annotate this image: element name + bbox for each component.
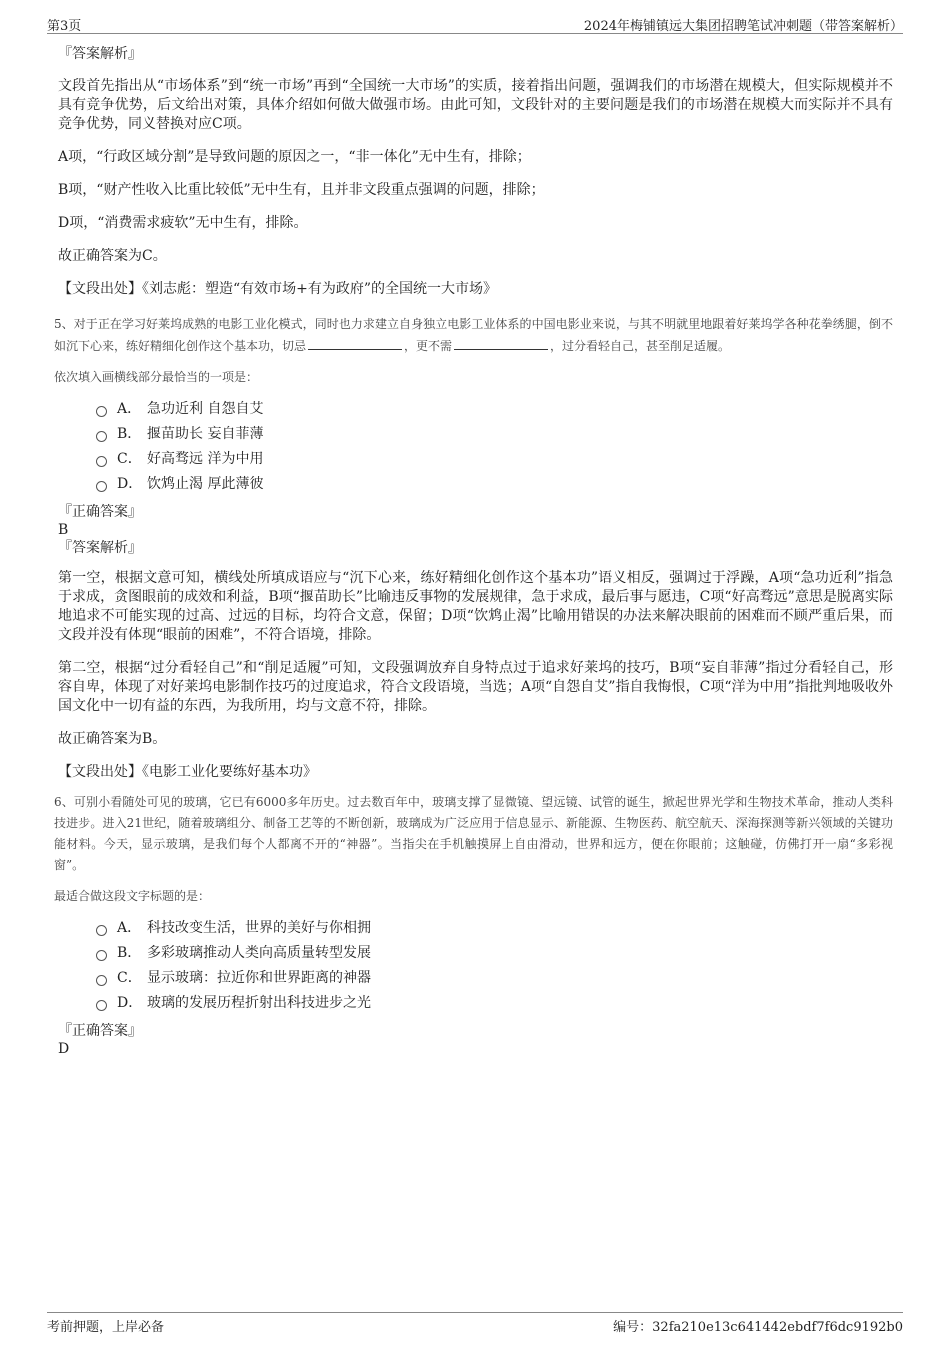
option-b[interactable]: B． 多彩玻璃推动人类向高质量转型发展 [96, 941, 893, 966]
page-number: 第3页 [47, 19, 82, 34]
option-d[interactable]: D． 饮鸩止渴 厚此薄彼 [96, 472, 893, 497]
radio-icon[interactable] [96, 1000, 107, 1011]
analysis-label: 『答案解析』 [58, 540, 142, 556]
analysis-paragraph: 第一空，根据文意可知，横线处所填成语应与“沉下心来，练好精细化创作这个基本功”语义相反，强调过于浮躁，A项“急功近利”指急于求成，贪图眼前的成效和利益，B项“揠苗助长”比喻违反事物的发展规律，急于求成，最后事与愿违，C项“好高骛远”意思是脱离实际地追求不可能实现的过高、过远的目标，均符合文意，保留；D项“饮鸩止渴”比喻用错误的办法来解决眼前的困难而不顾严重后果，而文段并没有体现“眼前的困难”，不符合语境，排除。 [58, 570, 893, 643]
question-6-options [58, 916, 893, 1016]
fill-blank-2 [454, 337, 548, 350]
question-5-text: 5、对于正在学习好莱坞成熟的电影工业化模式，同时也力求建立自身独立电影工业体系的中国电影业来说，与其不明就里地跟着好莱坞学各种花拳绣腿，倒不如沉下心来，练好精细化创作这个基本功，切忌 ，更不需 ，过分看轻自己，甚至削足适履。 [54, 317, 893, 353]
radio-icon[interactable] [96, 925, 107, 936]
page-header [47, 13, 903, 34]
radio-icon[interactable] [96, 406, 107, 417]
answer-conclusion: 故正确答案为C。 [58, 248, 167, 264]
analysis-label: 『答案解析』 [58, 46, 142, 62]
radio-icon[interactable] [96, 431, 107, 442]
analysis-paragraph: A项，“行政区域分割”是导致问题的原因之一，“非一体化”无中生有，排除； [58, 149, 531, 165]
question-5-instruction: 依次填入画横线部分最恰当的一项是： [54, 370, 259, 384]
fill-blank-1 [308, 337, 402, 350]
source-citation: 【文段出处】《刘志彪：塑造“有效市场+有为政府”的全国统一大市场》 [58, 281, 498, 297]
correct-answer: D [58, 1041, 70, 1057]
option-a[interactable]: A． 急功近利 自怨自艾 [96, 397, 893, 422]
analysis-paragraph: 文段首先指出从“市场体系”到“统一市场”再到“全国统一大市场”的实质，接着指出问题，强调我们的市场潜在规模大，但实际规模并不具有竞争优势，后文给出对策，具体介绍如何做大做强市场。由此可知，文段针对的主要问题是我们的市场潜在规模大而实际并不具有竞争优势，同义替换对应C项。 [58, 78, 893, 132]
document-title: 2024年梅铺镇远大集团招聘笔试冲刺题（带答案解析） [583, 19, 903, 34]
option-b[interactable]: B． 揠苗助长 妄自菲薄 [96, 422, 893, 447]
analysis-paragraph: 第二空，根据“过分看轻自己”和“削足适履”可知，文段强调放弃自身特点过于追求好莱坞的技巧，B项“妄自菲薄”指过分看轻自己，形容自卑，体现了对好莱坞电影制作技巧的过度追求，符合文段语境，当选；A项“自怨自艾”指自我悔恨，C项“洋为中用”指批判地吸收外国文化中一切有益的东西，为我所用，均与文意不符，排除。 [58, 660, 893, 714]
radio-icon[interactable] [96, 456, 107, 467]
correct-answer-label: 『正确答案』 [58, 1023, 142, 1039]
option-d[interactable]: D． 玻璃的发展历程折射出科技进步之光 [96, 991, 893, 1016]
radio-icon[interactable] [96, 950, 107, 961]
document-id: 编号：32fa210e13c641442ebdf7f6dc9192b0 [613, 1320, 903, 1335]
document-body [54, 44, 893, 1058]
page-footer [47, 1312, 903, 1333]
correct-answer-label: 『正确答案』 [58, 504, 142, 520]
analysis-paragraph: D项，“消费需求疲软”无中生有，排除。 [58, 215, 308, 231]
option-c[interactable]: C． 好高骛远 洋为中用 [96, 447, 893, 472]
radio-icon[interactable] [96, 975, 107, 986]
option-a[interactable]: A． 科技改变生活，世界的美好与你相拥 [96, 916, 893, 941]
source-citation: 【文段出处】《电影工业化要练好基本功》 [58, 764, 317, 780]
analysis-paragraph: B项，“财产性收入比重比较低”无中生有，且并非文段重点强调的问题，排除； [58, 182, 545, 198]
question-6-text: 6、可别小看随处可见的玻璃，它已有6000多年历史。过去数百年中，玻璃支撑了显微镜、望远镜、试管的诞生，掀起世界光学和生物技术革命，推动人类科技进步。进入21世纪，随着玻璃组分、制备工艺等的不断创新，玻璃成为广泛应用于信息显示、新能源、生物医药、航空航天、深海探测等新兴领域的关键功能材料。今天，显示玻璃，是我们每个人都离不开的“神器”。当指尖在手机触摸屏上自由滑动，世界和远方，便在你眼前；这触碰，仿佛打开一扇“多彩视窗”。 [54, 795, 893, 872]
correct-answer: B [58, 522, 69, 538]
question-6-instruction: 最适合做这段文字标题的是： [54, 889, 211, 903]
answer-conclusion: 故正确答案为B。 [58, 731, 167, 747]
option-c[interactable]: C． 显示玻璃：拉近你和世界距离的神器 [96, 966, 893, 991]
radio-icon[interactable] [96, 481, 107, 492]
footer-slogan: 考前押题，上岸必备 [47, 1320, 165, 1335]
question-5-options [58, 397, 893, 497]
